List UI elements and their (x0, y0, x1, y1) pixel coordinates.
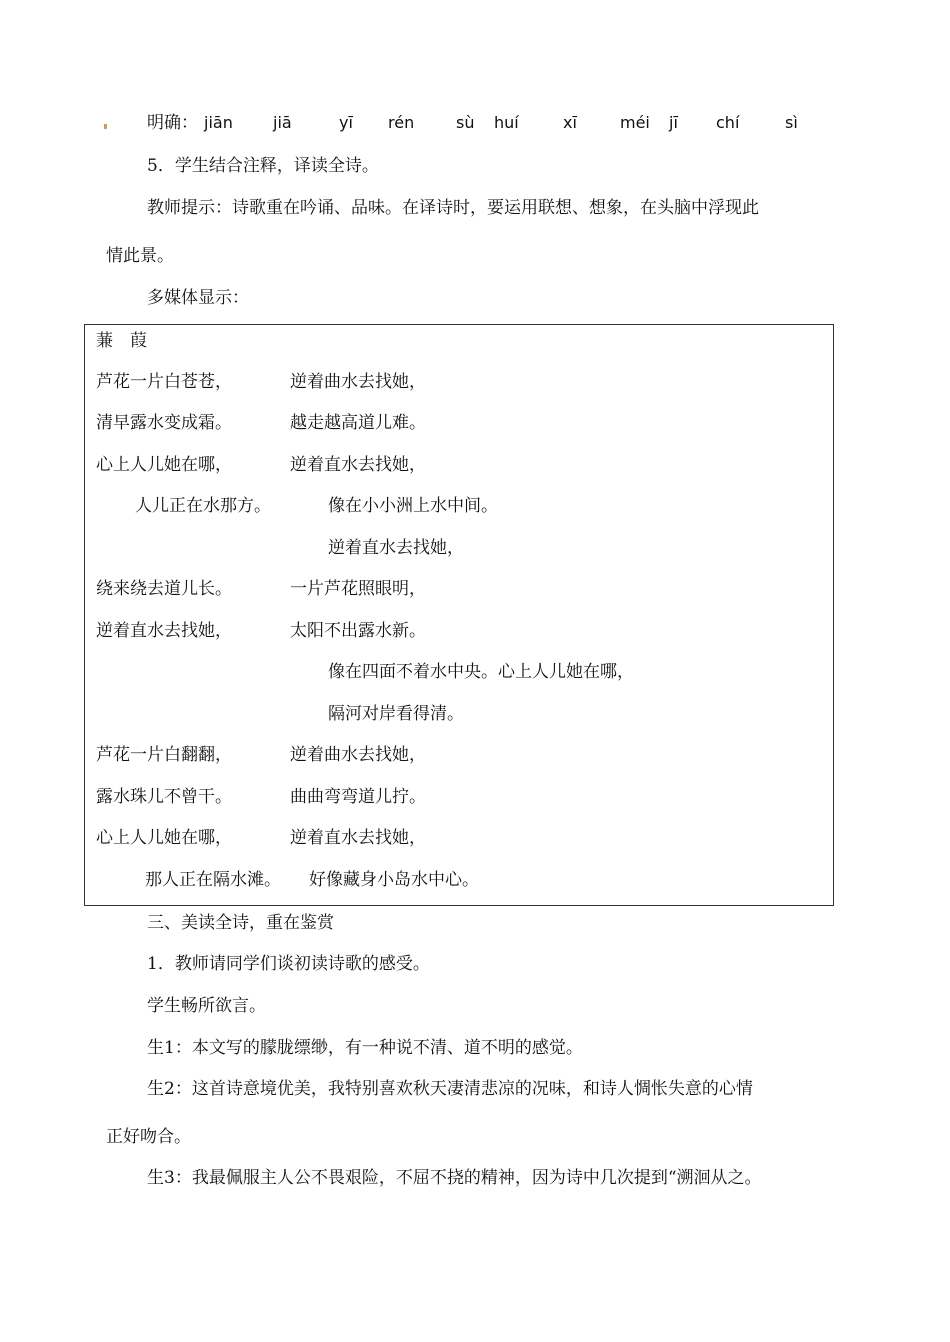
paragraph: 5．学生结合注释，译读全诗。 (147, 156, 379, 176)
poem-line-left: 绕来绕去道儿长。 (96, 579, 232, 599)
pinyin-item: sì (785, 113, 798, 132)
pinyin-item: rén (388, 113, 415, 132)
paragraph: 生2：这首诗意境优美，我特别喜欢秋天凄清悲凉的况味，和诗人惆怅失意的心情 (147, 1079, 753, 1099)
pinyin-item: sù (456, 113, 475, 132)
answer-label: 明确： (147, 113, 198, 133)
poem-line-right: 太阳不出露水新。 (290, 621, 426, 641)
paragraph: 1．教师请同学们谈初读诗歌的感受。 (147, 954, 430, 974)
poem-line-right: 逆着曲水去找她， (290, 745, 426, 765)
poem-line-left: 清早露水变成霜。 (96, 413, 232, 433)
margin-mark (104, 124, 107, 129)
poem-line-left: 露水珠儿不曾干。 (96, 787, 232, 807)
paragraph: 生1：本文写的朦胧缥缈，有一种说不清、道不明的感觉。 (147, 1038, 583, 1058)
paragraph: 正好吻合。 (106, 1127, 191, 1147)
poem-line-right: 好像藏身小岛水中心。 (309, 870, 479, 890)
poem-line-left: 逆着直水去找她， (96, 621, 232, 641)
poem-line-left: 心上人儿她在哪， (96, 455, 232, 475)
poem-line-right: 曲曲弯弯道儿拧。 (290, 787, 426, 807)
pinyin-item: chí (716, 113, 740, 132)
poem-line-right: 一片芦花照眼明， (290, 579, 426, 599)
pinyin-item: yī (339, 113, 353, 132)
poem-line-left: 人儿正在水那方。 (135, 496, 271, 516)
pinyin-item: jiā (273, 113, 292, 132)
poem-line-left: 芦花一片白翻翻， (96, 745, 232, 765)
poem-line-right: 逆着直水去找她， (290, 455, 426, 475)
pinyin-item: jiān (204, 113, 233, 132)
poem-title: 蒹 葭 (96, 331, 147, 351)
poem-line-right: 逆着直水去找她， (328, 538, 464, 558)
section-heading: 三、美读全诗，重在鉴赏 (147, 913, 334, 933)
paragraph: 情此景。 (106, 246, 174, 266)
pinyin-item: huí (494, 113, 519, 132)
pinyin-item: méi (620, 113, 650, 132)
pinyin-item: xī (563, 113, 577, 132)
pinyin-item: jī (669, 113, 678, 132)
paragraph: 多媒体显示： (147, 288, 249, 308)
poem-line-left: 心上人儿她在哪， (96, 828, 232, 848)
paragraph: 教师提示：诗歌重在吟诵、品味。在译诗时，要运用联想、想象，在头脑中浮现此 (147, 198, 759, 218)
poem-line-left: 那人正在隔水滩。 (145, 870, 281, 890)
poem-line-right: 逆着直水去找她， (290, 828, 426, 848)
poem-line-left: 芦花一片白苍苍， (96, 372, 232, 392)
poem-line-right: 像在四面不着水中央。心上人儿她在哪， (328, 662, 634, 682)
poem-line-right: 像在小小洲上水中间。 (328, 496, 498, 516)
poem-line-right: 逆着曲水去找她， (290, 372, 426, 392)
poem-box (84, 324, 834, 906)
poem-line-right: 越走越高道儿难。 (290, 413, 426, 433)
poem-line-right: 隔河对岸看得清。 (328, 704, 464, 724)
paragraph: 生3：我最佩服主人公不畏艰险，不屈不挠的精神，因为诗中几次提到“溯洄从之。 (147, 1168, 762, 1188)
paragraph: 学生畅所欲言。 (147, 996, 266, 1016)
